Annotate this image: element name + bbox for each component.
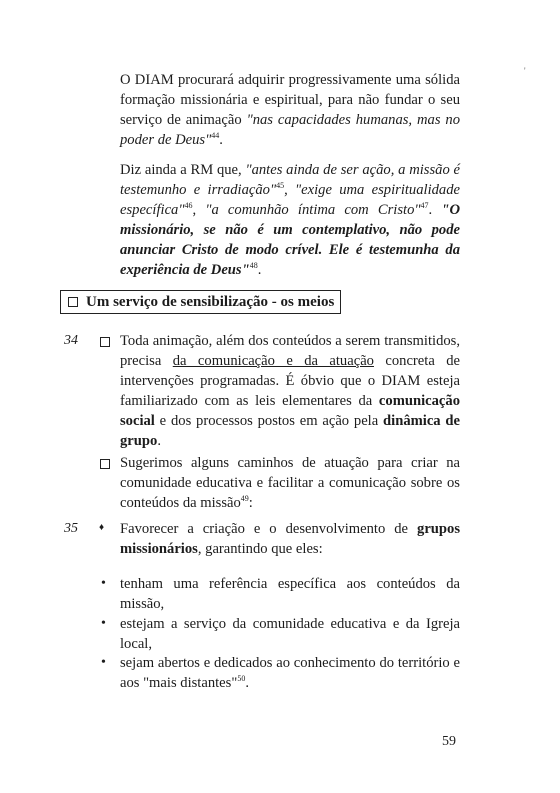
list-item: estejam a serviço da comunidade educativa e da Igreja local, bbox=[120, 616, 460, 652]
paragraph-communication: Toda animação, além dos conteúdos a serem transmitidos, precisa da comunicação e da atuação concreta de intervenções programadas. É óbvio que o DIAM esteja familiarizado com as leis elementares da comunicação social e dos processos postos em ação pela dinâmica de grupo. bbox=[120, 333, 461, 449]
footnote-ref: 47 bbox=[420, 201, 429, 211]
checkbox-icon bbox=[68, 297, 78, 307]
checkbox-icon bbox=[100, 337, 110, 347]
margin-number-34: 34 bbox=[64, 333, 78, 348]
section-heading bbox=[60, 290, 341, 314]
footnote-ref: 44 bbox=[211, 131, 220, 141]
margin-mark: ' bbox=[524, 66, 526, 76]
section-title: Um serviço de sensibilização - os meios bbox=[86, 293, 335, 310]
footnote-ref: 48 bbox=[249, 261, 258, 271]
list-item: tenham uma referência específica aos conteúdos da missão, bbox=[120, 576, 460, 612]
page-number: 59 bbox=[442, 734, 456, 749]
paragraph-rm-quote: Diz ainda a RM que, "antes ainda de ser ação, a missão é testemunho e irradiação"$^{45}$, "exige uma espiritualidade específica"$^{46}$, "a comunhão íntima com Cristo"$^{47}$. "O missionário, se não é um contemplativo, não pode anunciar Cristo de modo crível. Ele é testemunha da experiência de Deus"$^{48}$. bbox=[120, 162, 461, 278]
paragraph-formation: O DIAM procurará adquirir progressivamente uma sólida formação missionária e espiritual, para não fundar o seu serviço de animação "nas capacidades humanas, mas no poder de Deus"$^{44}$. bbox=[120, 72, 461, 148]
footnote-ref: 49 bbox=[240, 494, 249, 504]
diamond-bullet-icon: ♦ bbox=[99, 522, 105, 533]
margin-number-35: 35 bbox=[64, 521, 78, 536]
footnote-ref: 50 bbox=[237, 674, 246, 684]
bullet-icon: • bbox=[101, 576, 106, 591]
bullet-icon: • bbox=[101, 655, 106, 670]
list-item: sejam abertos e dedicados ao conhecimento do território e aos "mais distantes"$^{50}$. bbox=[120, 655, 460, 691]
footnote-ref: 45 bbox=[276, 181, 285, 191]
paragraph-groups: Favorecer a criação e o desenvolvimento de grupos missionários, garantindo que eles: bbox=[120, 521, 460, 557]
bullet-icon: • bbox=[101, 616, 106, 631]
checkbox-icon bbox=[100, 459, 110, 469]
paragraph-suggestions: Sugerimos alguns caminhos de atuação para criar na comunidade educativa e facilitar a comunicação sobre os conteúdos da missão$^{49}$: bbox=[120, 455, 460, 511]
footnote-ref: 46 bbox=[184, 201, 193, 211]
